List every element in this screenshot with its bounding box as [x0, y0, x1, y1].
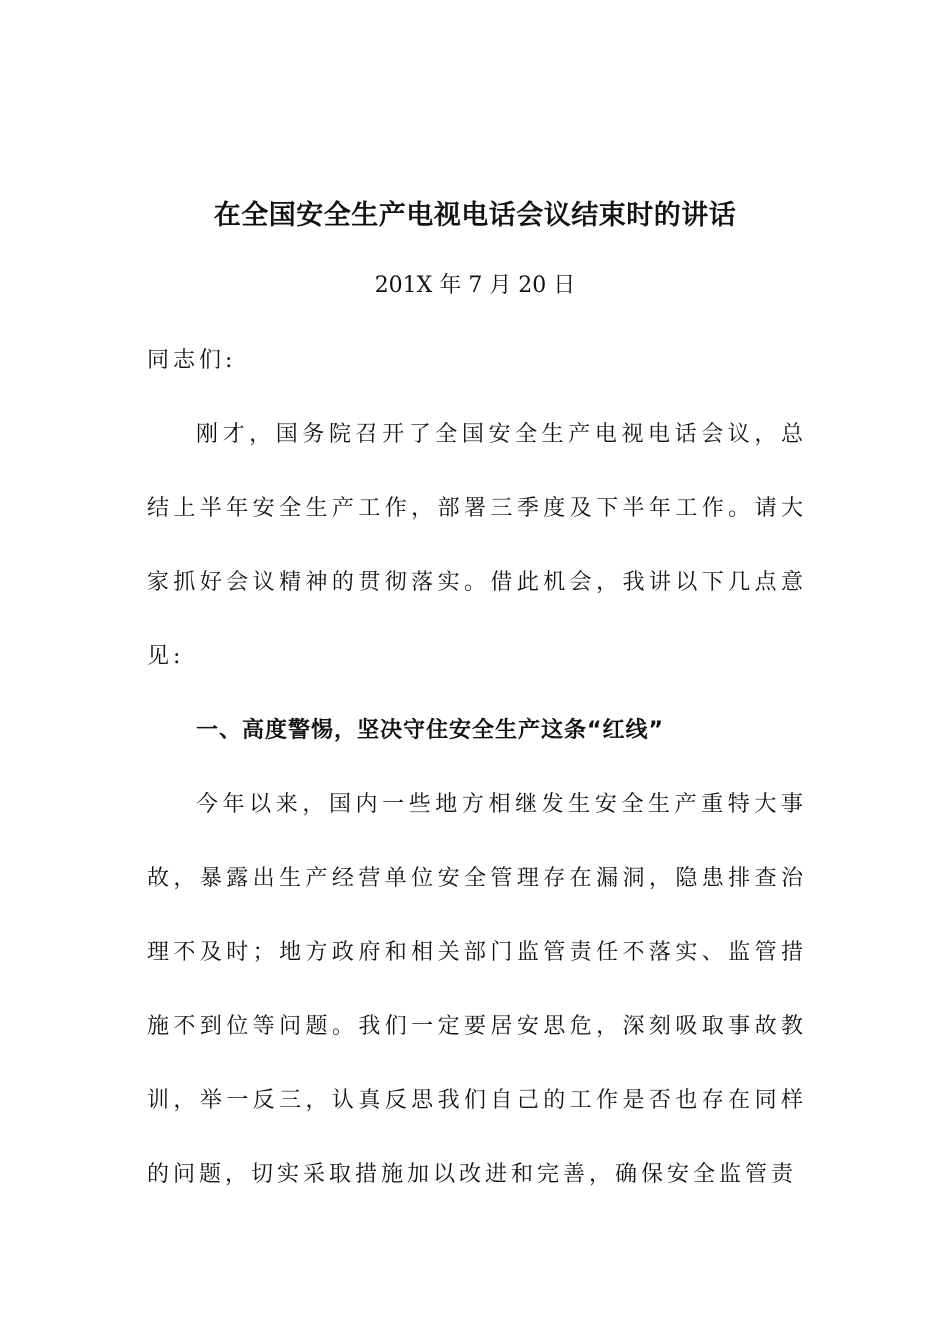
document-title: 在全国安全生产电视电话会议结束时的讲话 [213, 200, 737, 231]
document-body [147, 324, 807, 1212]
intro-paragraph: 刚才，国务院召开了全国安全生产电视电话会议，总结上半年安全生产工作，部署三季度及下半年工作。请大家抓好会议精神的贯彻落实。借此机会，我讲以下几点意见: [147, 422, 807, 669]
document-date: 201X 年 7 月 20 日 [374, 273, 576, 298]
section-heading: 一、高度警惕，坚决守住安全生产这条“红线” [196, 718, 664, 743]
section-paragraph: 今年以来，国内一些地方相继发生安全生产重特大事故，暴露出生产经营单位安全管理存在漏洞，隐患排查治理不及时；地方政府和相关部门监管责任不落实、监管措施不到位等问题。我们一定要居安思危，深刻吸取事故教训，举一反三，认真反思我们自己的工作是否也存在同样的问题，切实采取措施加以改进和完善，确保安全监管责 [147, 792, 807, 1187]
salutation: 同志们: [147, 348, 237, 373]
